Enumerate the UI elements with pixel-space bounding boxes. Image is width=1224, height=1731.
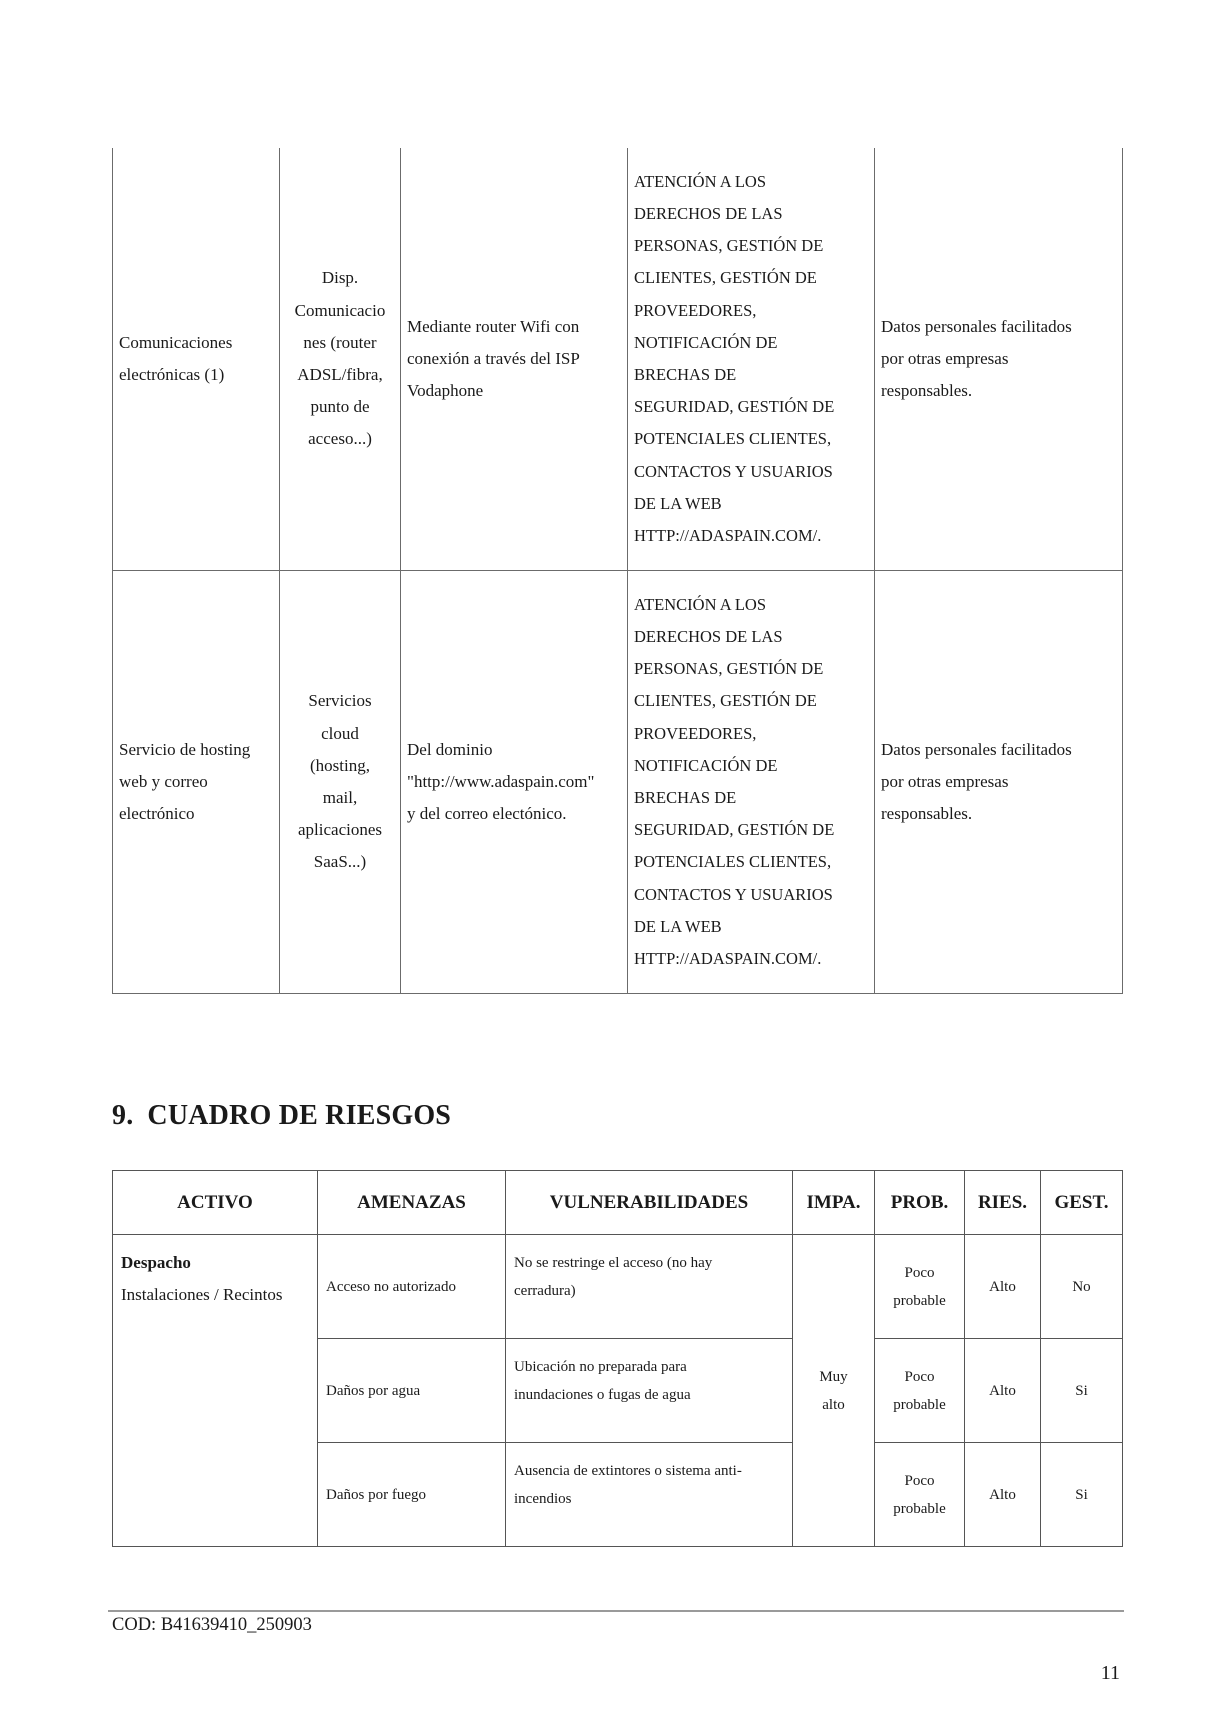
amenaza-cell: Acceso no autorizado: [318, 1235, 506, 1339]
column-header-riesgo: RIES.: [965, 1171, 1041, 1235]
text-line: Disp.: [321, 268, 359, 288]
riesgo-cell: Alto: [965, 1235, 1041, 1339]
text-line: Servicios: [308, 691, 372, 711]
column-header-impacto: IMPA.: [793, 1171, 875, 1235]
text-line: SEGURIDAD, GESTIÓN DE: [634, 397, 835, 417]
text-line: POTENCIALES CLIENTES,: [634, 429, 832, 449]
text-line: cloud: [321, 723, 359, 743]
text-line: probable: [893, 1500, 946, 1517]
text-line: PROVEEDORES,: [634, 723, 757, 743]
asset-type-cell: [280, 571, 401, 994]
text-line: inundaciones o fugas de agua: [514, 1387, 691, 1403]
gestion-cell: Si: [1041, 1443, 1123, 1547]
text-line: "http://www.adaspain.com": [407, 771, 595, 791]
probabilidad-cell: [875, 1235, 965, 1339]
text-line: DE LA WEB: [634, 493, 722, 513]
text-line: nes (router: [303, 332, 377, 352]
text-line: DE LA WEB: [634, 916, 722, 936]
text-line: alto: [822, 1396, 845, 1413]
text-line: CONTACTOS Y USUARIOS: [634, 884, 833, 904]
asset-treatments-cell: [628, 571, 875, 994]
text-line: Ubicación no preparada para: [514, 1359, 687, 1375]
text-line: CLIENTES, GESTIÓN DE: [634, 268, 817, 288]
text-line: probable: [893, 1396, 946, 1413]
activo-type: Instalaciones / Recintos: [121, 1285, 283, 1304]
activo-name: Despacho: [121, 1253, 191, 1272]
vulnerabilidad-cell: [506, 1443, 793, 1547]
text-line: DERECHOS DE LAS: [634, 203, 783, 223]
riesgo-cell: Alto: [965, 1443, 1041, 1547]
gestion-cell: Si: [1041, 1339, 1123, 1443]
text-line: SaaS...): [313, 852, 367, 872]
text-line: ATENCIÓN A LOS: [634, 594, 767, 614]
amenaza-cell: Daños por agua: [318, 1339, 506, 1443]
vulnerabilidad-cell: [506, 1235, 793, 1339]
assets-table: [112, 148, 1123, 994]
probabilidad-cell: [875, 1339, 965, 1443]
text-line: por otras empresas: [881, 771, 1009, 791]
impacto-cell: [793, 1235, 875, 1547]
column-header-amenazas: AMENAZAS: [318, 1171, 506, 1235]
text-line: incendios: [514, 1491, 572, 1507]
text-line: SEGURIDAD, GESTIÓN DE: [634, 820, 835, 840]
text-line: BRECHAS DE: [634, 788, 737, 807]
text-line: No se restringe el acceso (no hay: [514, 1255, 713, 1271]
text-line: DERECHOS DE LAS: [634, 626, 783, 646]
text-line: Datos personales facilitados: [881, 739, 1072, 759]
text-line: Ausencia de extintores o sistema anti-: [514, 1463, 742, 1479]
column-header-gestion: GEST.: [1041, 1171, 1123, 1235]
footer-document-code: COD: B41639410_250903: [112, 1615, 312, 1635]
asset-name-cell: Comunicaciones electrónicas (1): [113, 148, 280, 571]
section-number: 9.: [112, 1100, 134, 1131]
text-line: CONTACTOS Y USUARIOS: [634, 461, 833, 481]
column-header-activo: ACTIVO: [113, 1171, 318, 1235]
text-line: Poco: [904, 1368, 935, 1385]
risk-table: [112, 1170, 1123, 1547]
asset-data-cell: [875, 148, 1123, 571]
text-line: Muy: [819, 1368, 848, 1385]
text-line: BRECHAS DE: [634, 365, 737, 384]
table-row: [113, 148, 1123, 571]
text-line: ATENCIÓN A LOS: [634, 171, 767, 191]
vulnerabilidad-cell: [506, 1339, 793, 1443]
text-line: ADSL/fibra,: [297, 365, 383, 384]
text-line: Vodaphone: [407, 381, 484, 401]
column-header-probabilidad: PROB.: [875, 1171, 965, 1235]
text-line: POTENCIALES CLIENTES,: [634, 852, 832, 872]
asset-description-cell: [401, 148, 628, 571]
text-line: NOTIFICACIÓN DE: [634, 332, 778, 352]
text-line: (hosting,: [310, 755, 370, 775]
text-line: HTTP://ADASPAIN.COM/.: [634, 526, 822, 546]
section-title: CUADRO DE RIESGOS: [147, 1100, 452, 1131]
text-line: NOTIFICACIÓN DE: [634, 755, 778, 775]
probabilidad-cell: [875, 1443, 965, 1547]
asset-name-cell: Servicio de hosting web y correo electrónico: [113, 571, 280, 994]
table-header-row: [113, 1171, 1123, 1235]
text-line: HTTP://ADASPAIN.COM/.: [634, 949, 822, 969]
page-number: 11: [1100, 1662, 1120, 1684]
gestion-cell: No: [1041, 1235, 1123, 1339]
text-line: Poco: [904, 1472, 935, 1489]
text-line: Comunicacio: [294, 300, 386, 320]
asset-type-cell: [280, 148, 401, 571]
text-line: punto de: [310, 397, 370, 417]
text-line: conexión a través del ISP: [407, 348, 580, 368]
section-heading: [112, 1100, 451, 1132]
text-line: y del correo electónico.: [407, 804, 567, 824]
text-line: por otras empresas: [881, 348, 1009, 368]
text-line: probable: [893, 1292, 946, 1309]
table-row: [113, 1235, 1123, 1339]
text-line: aplicaciones: [297, 820, 382, 840]
asset-data-cell: [875, 571, 1123, 994]
text-line: Datos personales facilitados: [881, 316, 1072, 336]
text-line: responsables.: [881, 804, 973, 824]
asset-description-cell: [401, 571, 628, 994]
text-line: PROVEEDORES,: [634, 300, 757, 320]
text-line: responsables.: [881, 381, 973, 401]
text-line: Del dominio: [407, 739, 493, 759]
amenaza-cell: Daños por fuego: [318, 1443, 506, 1547]
text-line: cerradura): [514, 1283, 576, 1299]
text-line: CLIENTES, GESTIÓN DE: [634, 691, 817, 711]
asset-treatments-cell: [628, 148, 875, 571]
footer-divider: [108, 1610, 1124, 1612]
text-line: Mediante router Wifi con: [407, 316, 580, 336]
text-line: PERSONAS, GESTIÓN DE: [634, 236, 824, 256]
text-line: acceso...): [308, 429, 372, 449]
activo-cell: [113, 1235, 318, 1547]
riesgo-cell: Alto: [965, 1339, 1041, 1443]
text-line: PERSONAS, GESTIÓN DE: [634, 659, 824, 679]
column-header-vulnerabilidades: VULNERABILIDADES: [506, 1171, 793, 1235]
table-row: [113, 571, 1123, 994]
text-line: mail,: [322, 788, 358, 807]
text-line: Poco: [904, 1264, 935, 1281]
